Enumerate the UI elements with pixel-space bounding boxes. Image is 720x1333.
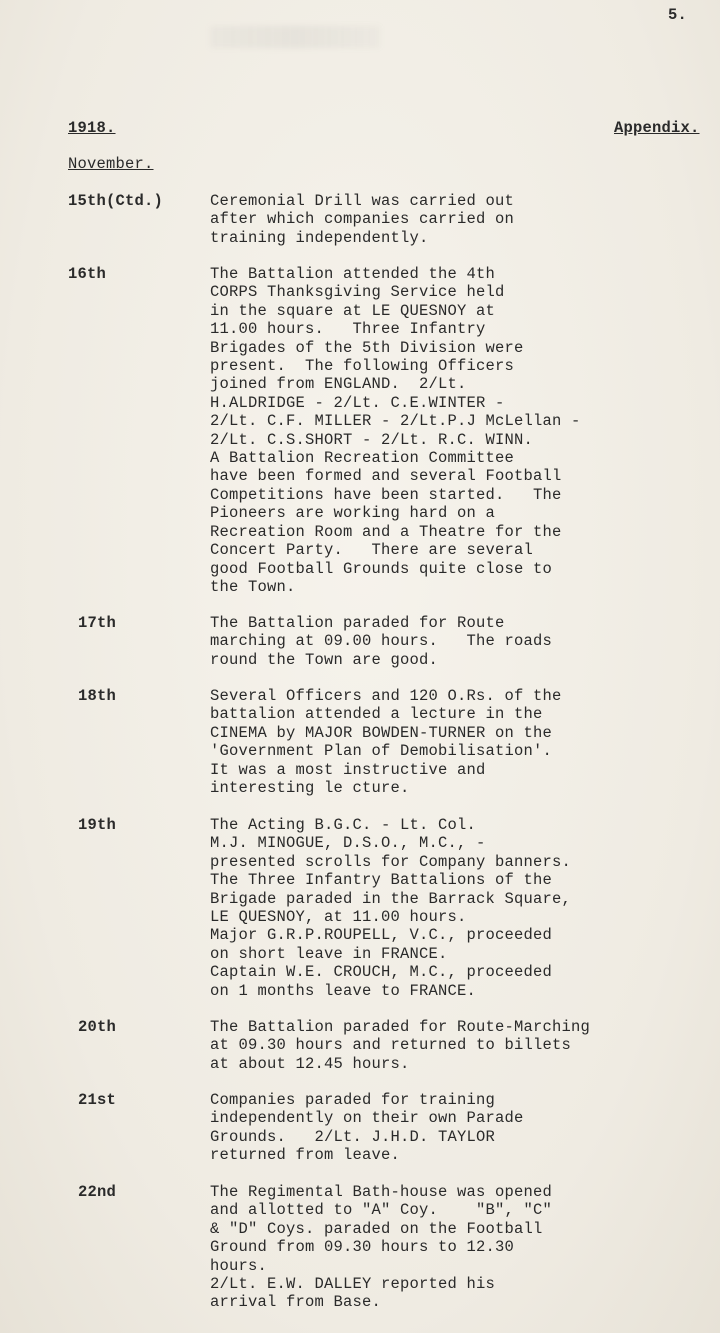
entry-text [210,614,710,669]
entry-line: Several Officers and 120 O.Rs. of the [210,687,562,705]
entry-line: marching at 09.00 hours. The roads [210,632,553,651]
entry-line: training independently. [210,228,429,247]
entry-date: 19th [78,816,117,834]
entry-line: Recreation Room and a Theatre for the [210,522,562,541]
entry-text [210,192,710,247]
entry-line: Pioneers are working hard on a [210,504,496,523]
entry-line: It was a most instructive and [210,760,486,779]
entry-line: Competitions have been started. The [210,485,562,504]
entry-line: 2/Lt. C.F. MILLER - 2/Lt.P.J McLellan - [210,412,581,431]
diary-month: November. [68,155,154,173]
entry-line: on 1 months leave to FRANCE. [210,981,477,1000]
entry-line: at about 12.45 hours. [210,1054,410,1073]
entry-line: The Battalion paraded for Route-Marching [210,1018,591,1036]
entry-text [210,1018,710,1073]
entry-line: Ground from 09.30 hours to 12.30 [210,1238,515,1257]
entry-line: CINEMA by MAJOR BOWDEN-TURNER on the [210,723,553,742]
entry-line: The Acting B.G.C. - Lt. Col. [210,816,477,834]
entry-line: after which companies carried on [210,210,515,229]
entry-line: Captain W.E. CROUCH, M.C., proceeded [210,963,553,982]
entry-line: presented scrolls for Company banners. [210,852,572,871]
entry-line: 2/Lt. E.W. DALLEY reported his [210,1275,496,1294]
faded-header-mark [210,26,380,48]
entry-date: 15th(Ctd.) [68,192,164,210]
entry-line: Ceremonial Drill was carried out [210,192,515,210]
entry-line: Brigades of the 5th Division were [210,338,524,357]
entry-line: round the Town are good. [210,650,439,669]
entry-line: the Town. [210,577,296,596]
page-number: 5. [668,6,688,24]
entry-text [210,1183,710,1312]
entry-line: The Regimental Bath-house was opened [210,1183,553,1201]
entry-line: present. The following Officers [210,357,515,376]
entry-line: The Battalion paraded for Route [210,614,505,632]
entry-text [210,265,710,596]
entry-line: The Battalion attended the 4th [210,265,496,283]
entry-line: arrival from Base. [210,1293,382,1312]
entry-line: interesting le cture. [210,779,410,798]
entry-line: joined from ENGLAND. 2/Lt. [210,375,467,394]
entry-line: 11.00 hours. Three Infantry [210,320,486,339]
appendix-heading: Appendix. [614,119,700,137]
entry-line: CORPS Thanksgiving Service held [210,283,505,302]
entry-line: in the square at LE QUESNOY at [210,301,496,320]
entry-line: Concert Party. There are several [210,541,534,560]
entry-line: independently on their own Parade [210,1109,524,1128]
entry-line: Brigade paraded in the Barrack Square, [210,889,572,908]
entry-date: 18th [78,687,117,705]
entry-line: hours. [210,1256,268,1275]
entry-line: The Three Infantry Battalions of the [210,871,553,890]
entry-line: battalion attended a lecture in the [210,705,543,724]
entry-line: returned from leave. [210,1146,401,1165]
diary-year: 1918. [68,119,116,137]
entry-line: good Football Grounds quite close to [210,559,553,578]
entry-line: Grounds. 2/Lt. J.H.D. TAYLOR [210,1127,496,1146]
entry-line: have been formed and several Football [210,467,562,486]
entry-date: 17th [78,614,117,632]
entry-line: Major G.R.P.ROUPELL, V.C., proceeded [210,926,553,945]
entry-line: on short leave in FRANCE. [210,944,448,963]
entry-line: & "D" Coys. paraded on the Football [210,1219,543,1238]
entry-line: Companies paraded for training [210,1091,496,1109]
entry-line: H.ALDRIDGE - 2/Lt. C.E.WINTER - [210,393,505,412]
entry-text [210,816,710,1000]
entry-text [210,687,710,797]
entry-date: 16th [68,265,107,283]
entry-line: and allotted to "A" Coy. "B", "C" [210,1201,553,1220]
entry-text [210,1091,710,1165]
entry-date: 21st [78,1091,117,1109]
entry-line: M.J. MINOGUE, D.S.O., M.C., - [210,834,486,853]
entry-date: 22nd [78,1183,117,1201]
entry-line: 'Government Plan of Demobilisation'. [210,742,553,761]
entry-line: 2/Lt. C.S.SHORT - 2/Lt. R.C. WINN. [210,430,534,449]
entry-line: A Battalion Recreation Committee [210,449,515,468]
entry-date: 20th [78,1018,117,1036]
entry-line: at 09.30 hours and returned to billets [210,1036,572,1055]
entry-line: LE QUESNOY, at 11.00 hours. [210,908,467,927]
